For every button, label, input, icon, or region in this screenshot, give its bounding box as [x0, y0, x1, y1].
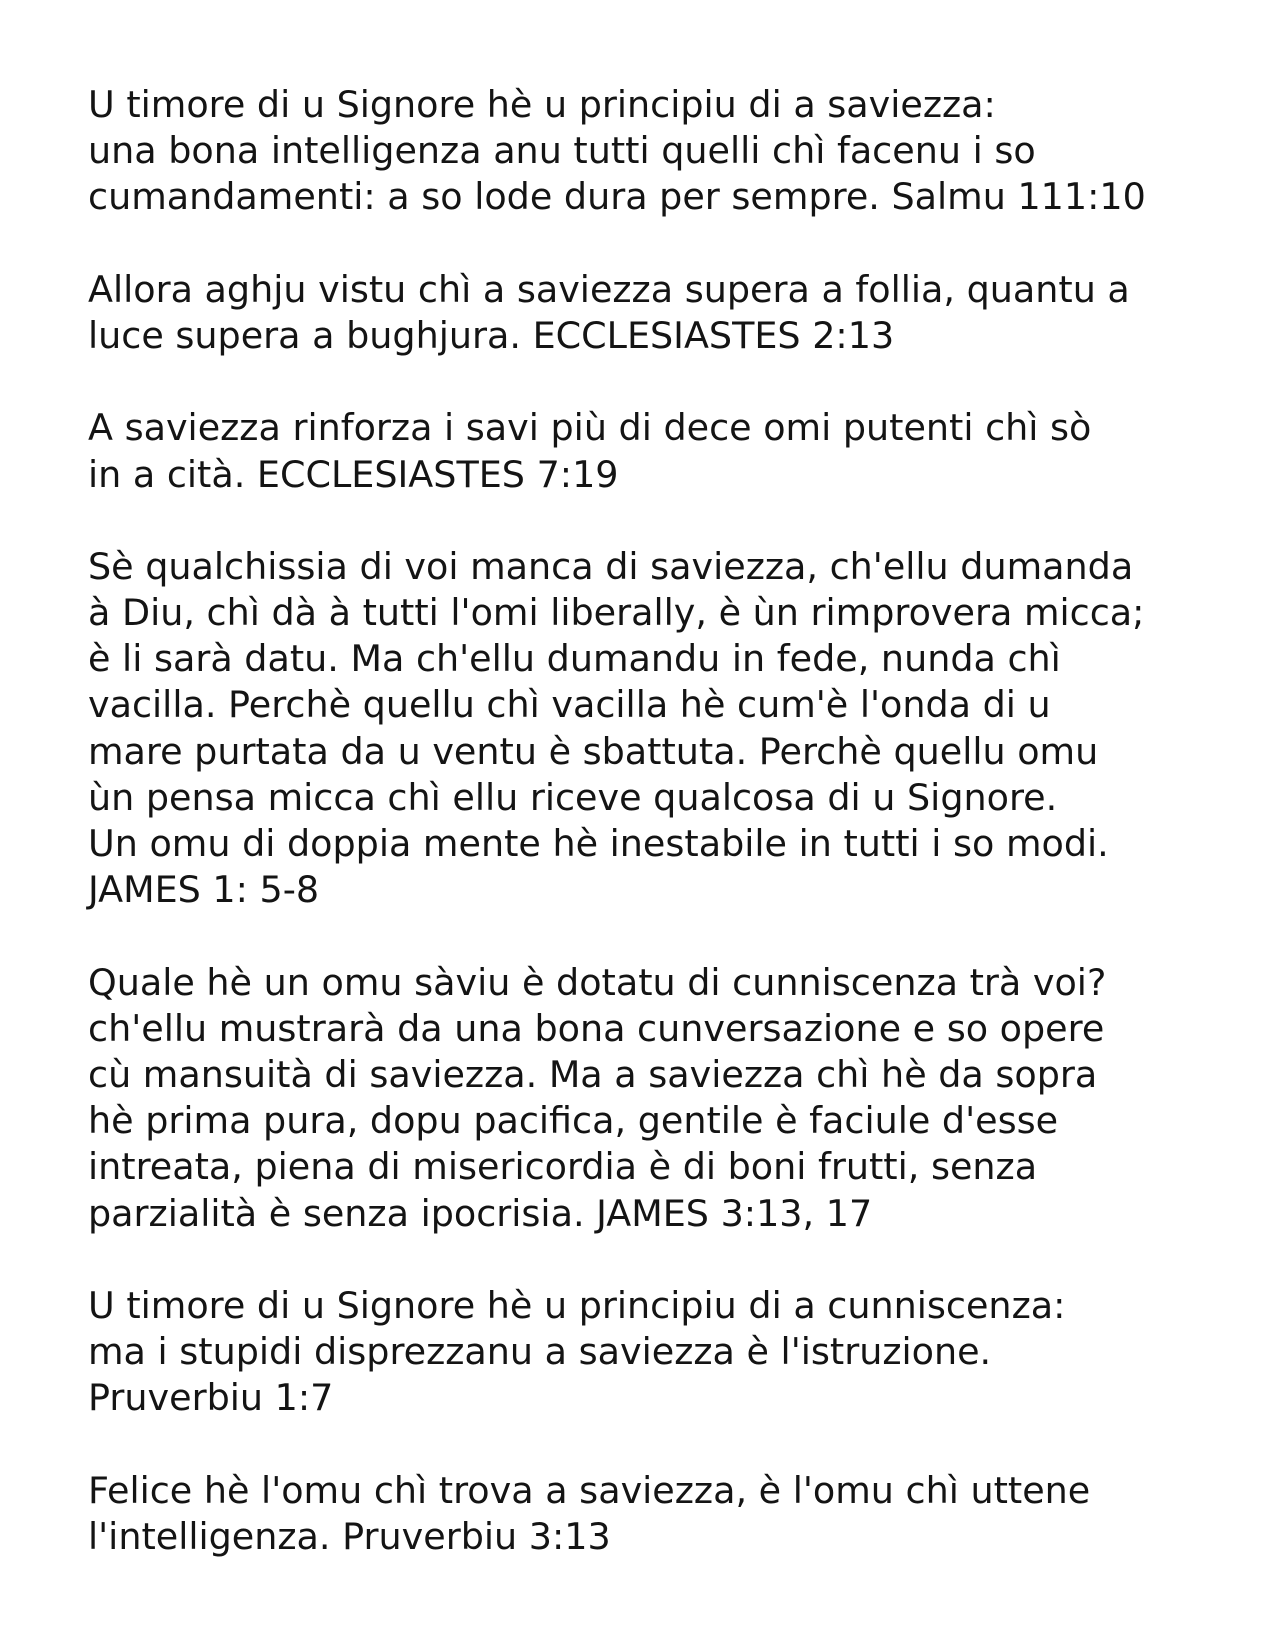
passage-pruverbiu-3-13 [88, 1468, 1258, 1560]
text-line: Un omu di doppia mente hè inestabile in tutti i so modi. [88, 822, 1109, 865]
text-line: A saviezza rinforza i savi più di dece omi putenti chì sò [88, 406, 1092, 450]
text-line: Quale hè un omu sàviu è dotatu di cunniscenza trà voi? [88, 960, 1107, 1004]
text-line: mare purtata da u ventu è sbattuta. Perchè quellu omu [88, 729, 1099, 773]
passage-pruverbiu-1-7 [88, 1283, 1258, 1422]
text-line: ma i stupidi disprezzanu a saviezza è l'istruzione. [88, 1330, 992, 1374]
passage-james-3-13-17 [88, 960, 1258, 1237]
text-line: U timore di u Signore hè u principiu di a saviezza: [88, 83, 996, 126]
text-line: Felice hè l'omu chì trova a saviezza, è l'omu chì uttene [88, 1468, 1091, 1512]
text-line: intreata, piena di misericordia è di boni frutti, senza [88, 1145, 1038, 1189]
text-line: JAMES 1: 5-8 [88, 868, 320, 912]
text-line: cù mansuità di saviezza. Ma a saviezza chì hè da sopra [88, 1052, 1098, 1096]
text-line: luce supera a bughjura. ECCLESIASTES 2:13 [88, 313, 895, 357]
text-line: Allora aghju vistu chì a saviezza supera a follia, quantu a [88, 267, 1130, 311]
text-line: l'intelligenza. Pruverbiu 3:13 [88, 1514, 611, 1558]
text-line: una bona intelligenza anu tutti quelli chì facenu i so [88, 129, 1036, 173]
text-line: in a cità. ECCLESIASTES 7:19 [88, 452, 619, 496]
text-line: à Diu, chì dà à tutti l'omi liberally, è ùn rimprovera micca; [88, 591, 1145, 635]
text-line: hè prima pura, dopu pacifica, gentile è faciule d'esse [88, 1099, 1059, 1143]
text-line: Pruverbiu 1:7 [88, 1376, 334, 1420]
text-line: ch'ellu mustrarà da una bona cunversazione e so opere [88, 1006, 1105, 1050]
text-line: parzialità è senza ipocrisia. JAMES 3:13, 17 [88, 1191, 873, 1235]
passage-ecclesiastes-7-19 [88, 405, 1258, 497]
passage-ecclesiastes-2-13 [88, 267, 1258, 359]
text-line: è li sarà datu. Ma ch'ellu dumandu in fede, nunda chì [88, 637, 1061, 681]
text-line: Sè qualchissia di voi manca di saviezza, ch'ellu dumanda [88, 544, 1134, 588]
text-line: vacilla. Perchè quellu chì vacilla hè cum'è l'onda di u [88, 683, 1051, 727]
verses-text [88, 82, 1258, 1606]
text-line: ùn pensa micca chì ellu riceve qualcosa di u Signore. [88, 775, 1058, 819]
text-line: cumandamenti: a so lode dura per sempre. Salmu 111:10 [88, 175, 1146, 219]
passage-james-1-5-8 [88, 544, 1258, 914]
text-line: U timore di u Signore hè u principiu di a cunniscenza: [88, 1283, 1066, 1327]
passage-salmu-111-10 [88, 82, 1258, 221]
